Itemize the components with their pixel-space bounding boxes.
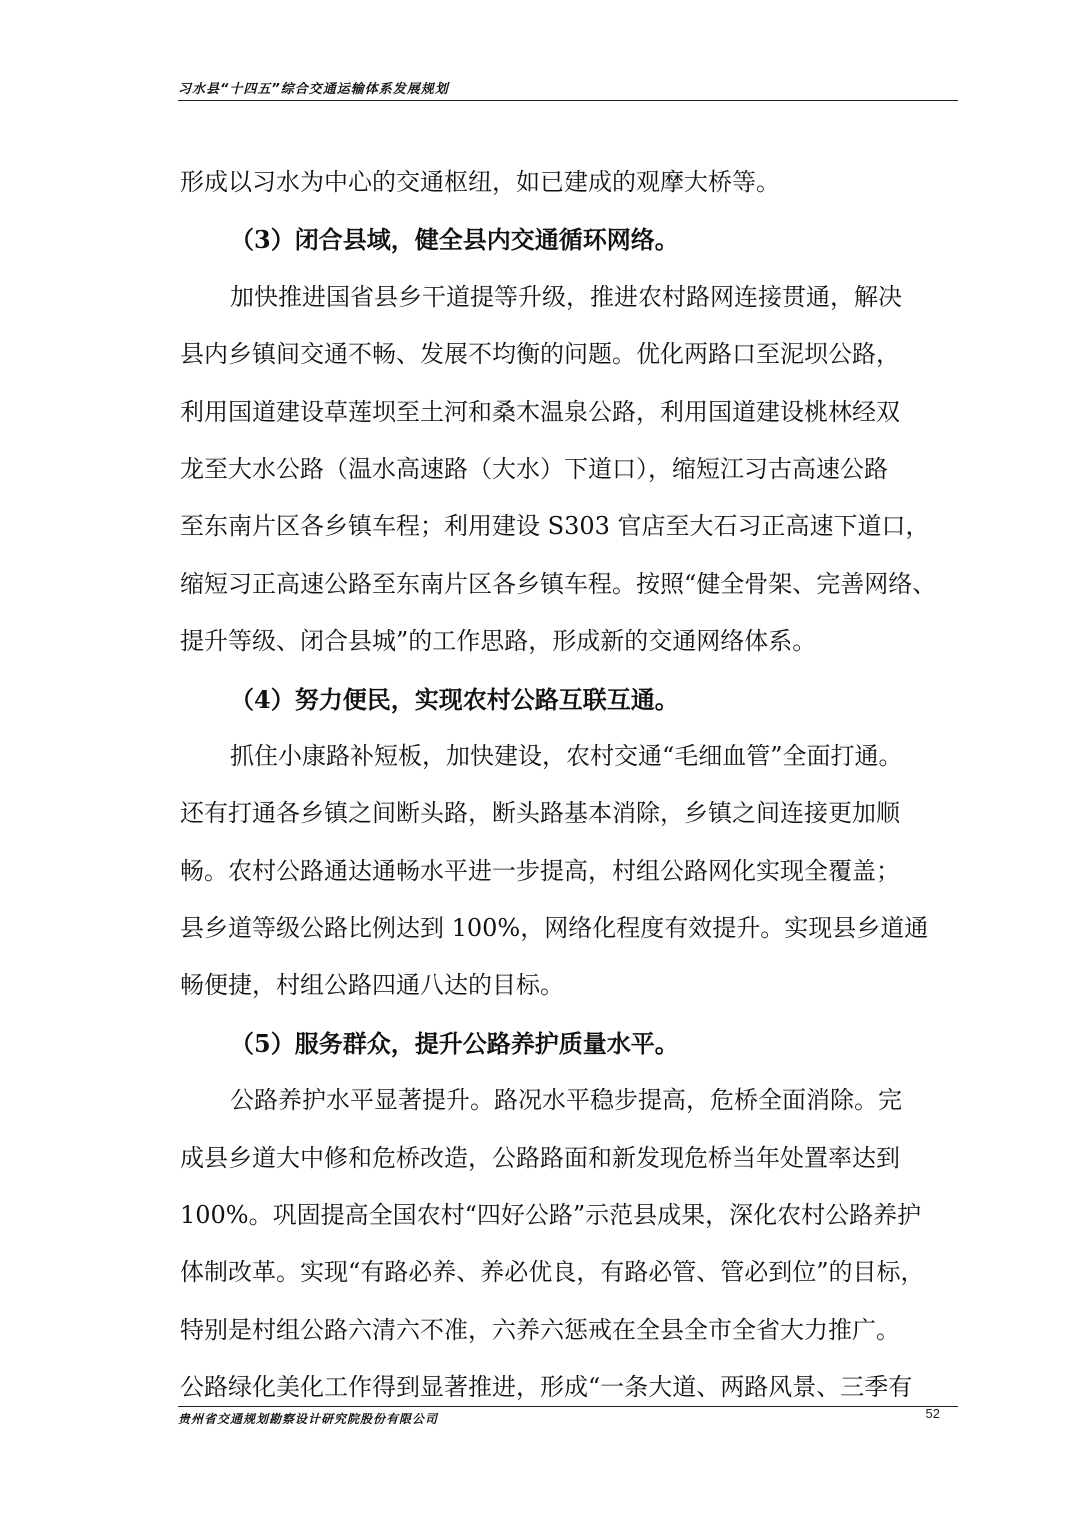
body-line: 利用国道建设草莲坝至土河和桑木温泉公路，利用国道建设桃林经双 — [180, 397, 900, 426]
body-line: 还有打通各乡镇之间断头路，断头路基本消除，乡镇之间连接更加顺 — [180, 799, 900, 828]
body-line: 县乡道等级公路比例达到 100%，网络化程度有效提升。实现县乡道通 — [180, 914, 929, 943]
section-heading-4: （4）努力便民，实现农村公路互联互通。 — [230, 684, 679, 714]
body-line: 特别是村组公路六清六不准，六养六惩戒在全县全市全省大力推广。 — [180, 1315, 900, 1344]
header-divider — [178, 100, 958, 101]
body-line: 公路绿化美化工作得到显著推进，形成“一条大道、两路风景、三季有 — [180, 1373, 913, 1402]
body-line: 100%。巩固提高全国农村“四好公路”示范县成果，深化农村公路养护 — [180, 1201, 922, 1230]
section-heading-3: （3）闭合县域，健全县内交通循环网络。 — [230, 225, 679, 255]
body-line: 形成以习水为中心的交通枢纽，如已建成的观摩大桥等。 — [180, 168, 780, 196]
body-line: 成县乡道大中修和危桥改造，公路路面和新发现危桥当年处置率达到 — [180, 1143, 900, 1172]
body-line: 至东南片区各乡镇车程；利用建设 S303 官店至大石习正高速下道口， — [180, 512, 930, 541]
paragraph-first-line: 加快推进国省县乡干道提等升级，推进农村路网连接贯通，解决 — [230, 282, 902, 311]
body-line: 体制改革。实现“有路必养、养必优良，有路必管、管必到位”的目标， — [180, 1258, 925, 1287]
body-line: 缩短习正高速公路至东南片区各乡镇车程。按照“健全骨架、完善网络、 — [180, 569, 937, 598]
section-heading-5: （5）服务群众，提升公路养护质量水平。 — [230, 1028, 679, 1058]
footer-organization: 贵州省交通规划勘察设计研究院股份有限公司 — [178, 1412, 439, 1426]
footer-divider — [178, 1406, 958, 1407]
page-number: 52 — [925, 1406, 940, 1421]
page-header-title: 习水县“十四五”综合交通运输体系发展规划 — [178, 82, 449, 97]
paragraph-first-line: 抓住小康路补短板，加快建设，农村交通“毛细血管”全面打通。 — [230, 741, 903, 770]
body-line: 龙至大水公路（温水高速路（大水）下道口），缩短江习古高速公路 — [180, 454, 888, 483]
body-line: 畅。农村公路通达通畅水平进一步提高，村组公路网化实现全覆盖； — [180, 856, 900, 885]
document-body — [180, 154, 950, 1417]
body-line: 畅便捷，村组公路四通八达的目标。 — [180, 971, 564, 1000]
body-line: 提升等级、闭合县城”的工作思路，形成新的交通网络体系。 — [180, 627, 817, 656]
paragraph-first-line: 公路养护水平显著提升。路况水平稳步提高，危桥全面消除。完 — [230, 1086, 902, 1115]
body-line: 县内乡镇间交通不畅、发展不均衡的问题。优化两路口至泥坝公路， — [180, 340, 900, 369]
